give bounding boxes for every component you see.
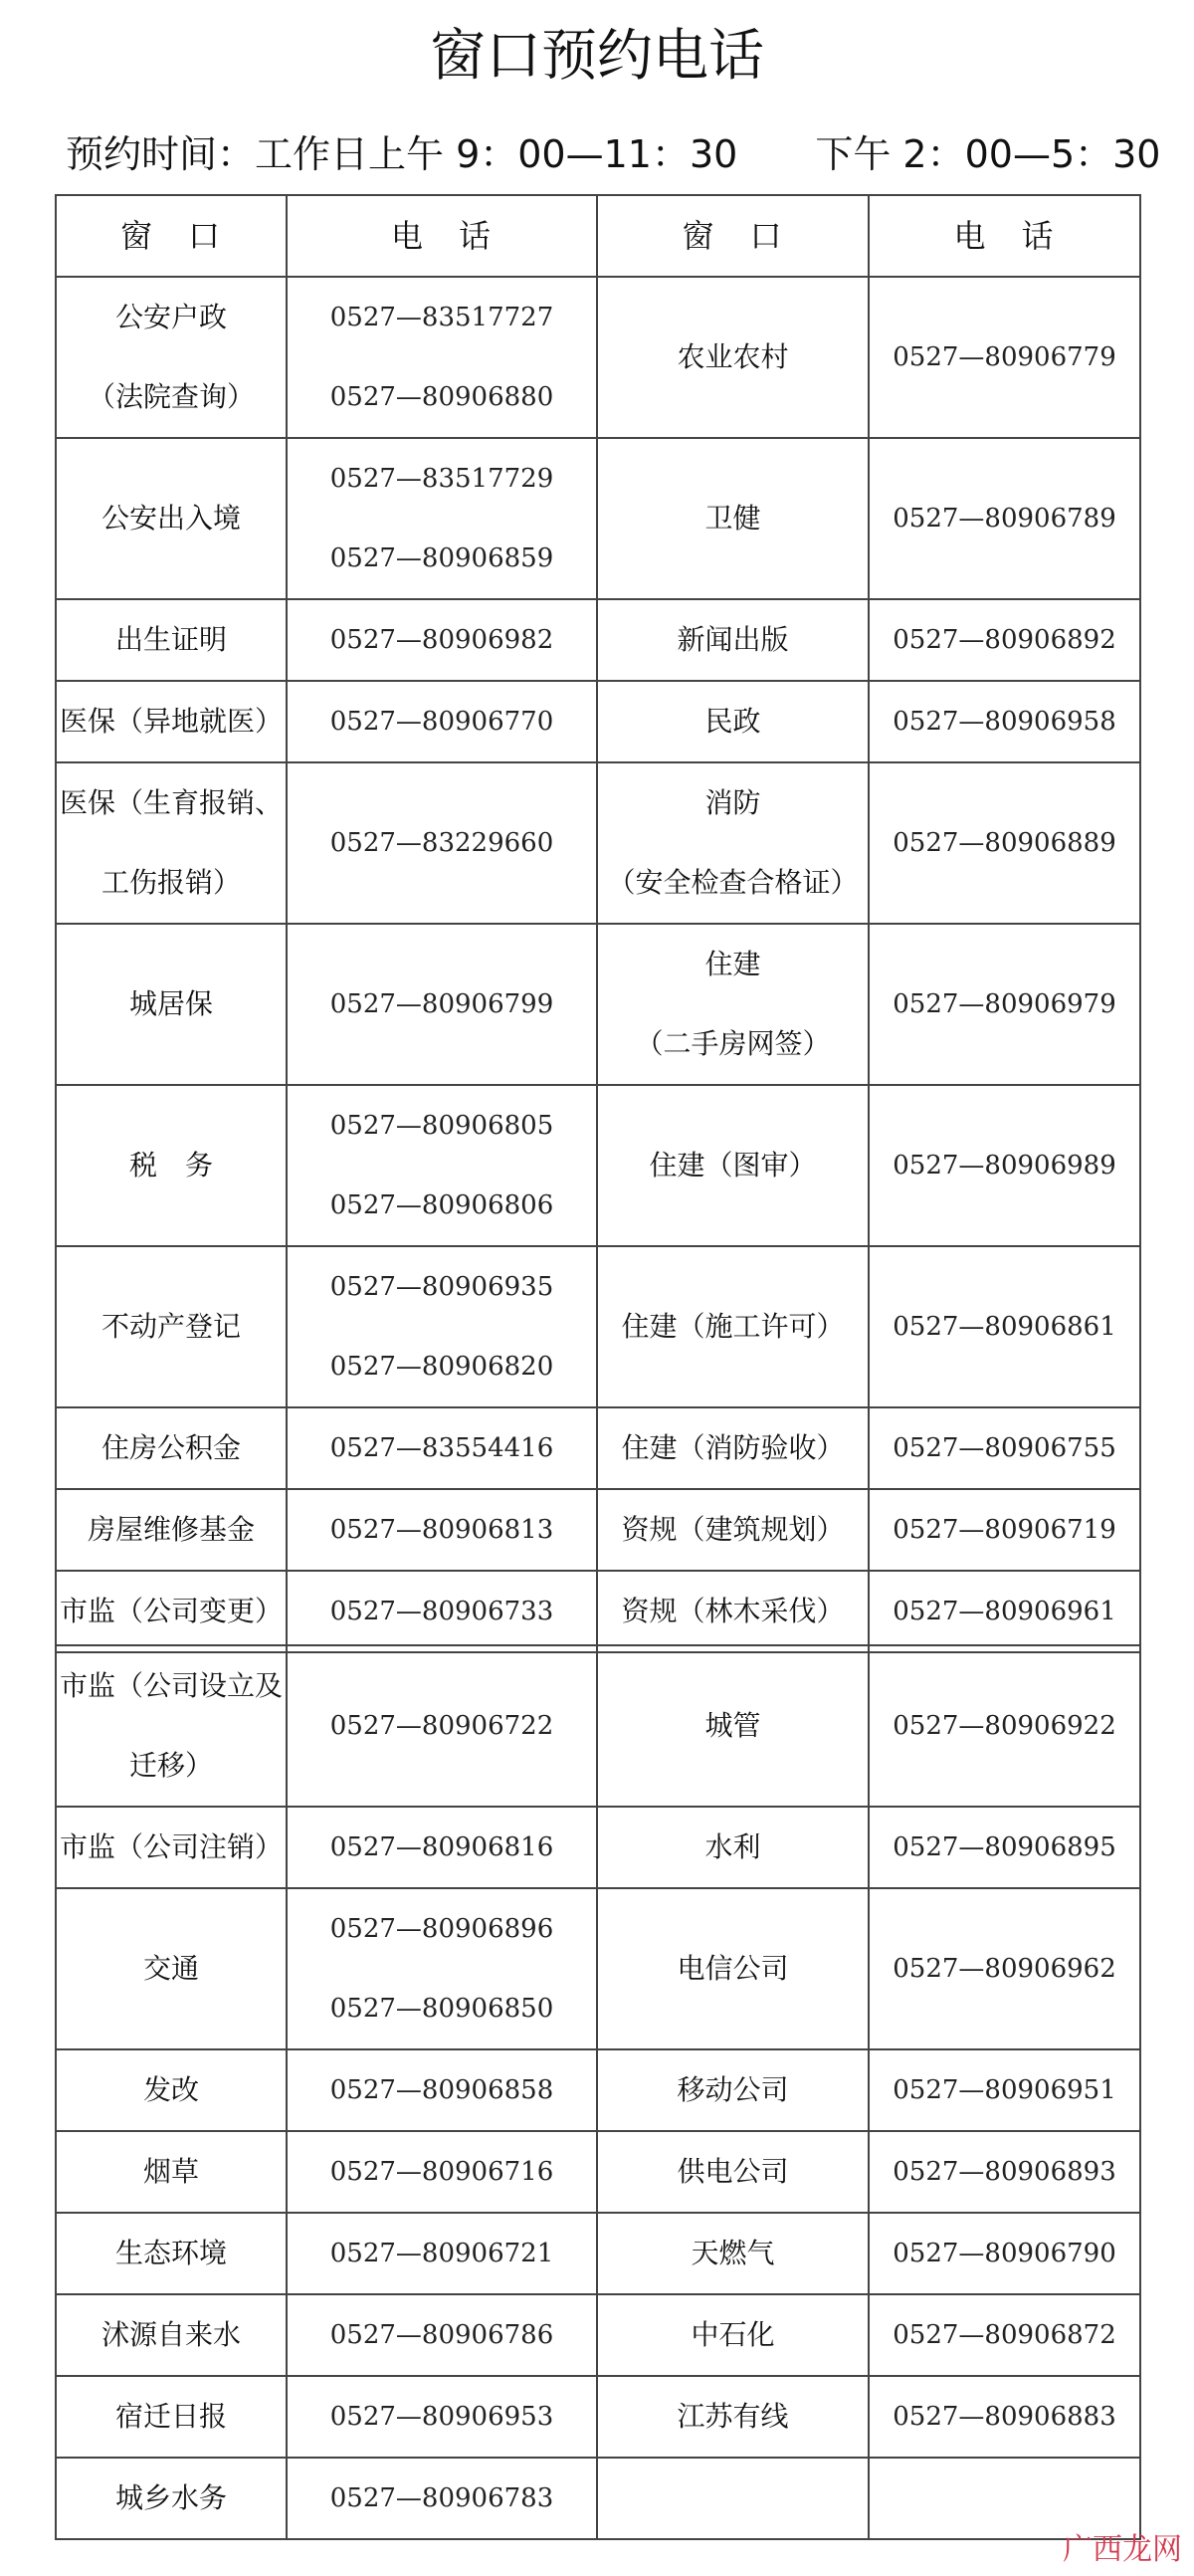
window-name: 公安户政 — [114, 301, 227, 333]
window-name-cell — [56, 1571, 287, 1652]
phone-number: 0527—80906721 — [329, 2239, 554, 2268]
window-name: 宿迁日报 — [114, 2400, 227, 2433]
window-name: 住建（施工许可） — [621, 1310, 845, 1343]
phone-cell — [287, 1571, 597, 1652]
window-name-cell — [56, 1246, 287, 1407]
window-name-cell — [56, 924, 287, 1085]
phone-cell — [869, 924, 1140, 1085]
window-name-cell — [56, 1489, 287, 1571]
window-name-cell — [597, 762, 869, 924]
window-name: 市监（公司注销） — [59, 1830, 283, 1863]
window-name-cell — [597, 681, 869, 762]
header-window-right: 窗 口 — [597, 195, 869, 277]
phone-cell — [287, 1807, 597, 1888]
appointment-hours — [66, 126, 1160, 182]
window-name: 迁移） — [128, 1749, 213, 1782]
phone-cell — [287, 1407, 597, 1489]
phone-table-1 — [55, 194, 1141, 1653]
window-name-cell — [597, 1645, 869, 1807]
window-name: 天燃气 — [691, 2237, 775, 2269]
window-name: 资规（建筑规划） — [621, 1513, 845, 1546]
phone-number: 0527—80906716 — [329, 2157, 554, 2187]
window-name-cell — [597, 1085, 869, 1246]
window-name-cell — [56, 1888, 287, 2049]
window-name: 江苏有线 — [677, 2400, 789, 2433]
window-name-cell — [56, 2131, 287, 2213]
phone-cell — [869, 599, 1140, 681]
phone-cell — [869, 762, 1140, 924]
window-name-cell — [56, 599, 287, 681]
window-name-cell — [56, 2213, 287, 2294]
window-name-cell — [597, 277, 869, 438]
phone-cell — [287, 1085, 597, 1246]
phone-number: 0527—80906895 — [893, 1832, 1116, 1862]
phone-cell — [869, 2213, 1140, 2294]
phone-cell — [287, 1888, 597, 2049]
phone-cell — [287, 1645, 597, 1807]
window-name-cell — [56, 438, 287, 599]
phone-number: 0527—80906805 — [329, 1111, 554, 1141]
window-name-cell — [597, 438, 869, 599]
phone-number: 0527—80906790 — [893, 2239, 1116, 2268]
window-name: 工伤报销） — [100, 866, 241, 899]
window-name: 公安出入境 — [100, 502, 241, 535]
window-name-cell — [597, 2049, 869, 2131]
phone-number: 0527—80906962 — [893, 1954, 1116, 1984]
window-name: （二手房网签） — [635, 1027, 831, 1060]
phone-number: 0527—80906719 — [893, 1515, 1116, 1545]
phone-cell — [869, 681, 1140, 762]
phone-number: 0527—80906982 — [329, 625, 554, 655]
phone-number: 0527—80906889 — [893, 828, 1116, 858]
header-phone-left: 电 话 — [287, 195, 597, 277]
window-name-cell — [597, 2376, 869, 2458]
window-name-cell — [56, 2049, 287, 2131]
phone-cell — [869, 1407, 1140, 1489]
window-name: （安全检查合格证） — [607, 866, 859, 899]
window-name-cell — [597, 1807, 869, 1888]
phone-cell — [869, 2458, 1140, 2539]
table-row — [56, 1085, 1140, 1246]
window-name-cell — [597, 1489, 869, 1571]
window-name: 市监（公司变更） — [59, 1595, 283, 1627]
phone-number: 0527—80906806 — [329, 1190, 554, 1220]
phone-cell — [869, 438, 1140, 599]
window-name: 水利 — [704, 1830, 761, 1863]
hours-afternoon: 下午 2：00—5：30 — [815, 132, 1161, 176]
window-name: 医保（生育报销、 — [59, 786, 283, 819]
table-row — [56, 1888, 1140, 2049]
table-row — [56, 2376, 1140, 2458]
window-name-cell — [56, 681, 287, 762]
phone-cell — [869, 1489, 1140, 1571]
phone-number: 0527—80906872 — [893, 2320, 1116, 2350]
table-row — [56, 2131, 1140, 2213]
phone-number: 0527—80906892 — [893, 625, 1116, 655]
phone-cell — [287, 2131, 597, 2213]
table-row — [56, 599, 1140, 681]
window-name-cell — [56, 1807, 287, 1888]
phone-cell — [287, 277, 597, 438]
table-row — [56, 2294, 1140, 2376]
table-row — [56, 681, 1140, 762]
watermark-logo: 广西龙网 — [1063, 2532, 1182, 2567]
window-name: 电信公司 — [677, 1952, 789, 1985]
phone-number: 0527—80906858 — [329, 2075, 554, 2105]
window-name-cell — [597, 2294, 869, 2376]
window-name: 新闻出版 — [677, 623, 789, 656]
phone-number: 0527—80906880 — [329, 382, 554, 412]
window-name: 城管 — [704, 1709, 761, 1742]
phone-cell — [869, 1645, 1140, 1807]
window-name: 卫健 — [704, 502, 761, 535]
phone-number: 0527—80906783 — [329, 2483, 554, 2513]
phone-cell — [869, 2049, 1140, 2131]
table-row — [56, 924, 1140, 1085]
phone-number: 0527—80906786 — [329, 2320, 554, 2350]
table-row — [56, 2213, 1140, 2294]
phone-number: 0527—80906779 — [893, 342, 1116, 372]
table-row — [56, 1407, 1140, 1489]
window-name-cell — [597, 2131, 869, 2213]
phone-number: 0527—80906789 — [893, 504, 1116, 534]
phone-number: 0527—80906951 — [893, 2075, 1116, 2105]
window-name: 移动公司 — [677, 2073, 789, 2106]
window-name: 住建（图审） — [649, 1149, 817, 1181]
window-name-cell — [597, 2458, 869, 2539]
window-name-cell — [56, 2294, 287, 2376]
phone-number: 0527—80906816 — [329, 1832, 554, 1862]
phone-cell — [287, 438, 597, 599]
window-name-cell — [597, 924, 869, 1085]
phone-table-2 — [55, 1644, 1141, 2540]
window-name-cell — [56, 1407, 287, 1489]
window-name: 供电公司 — [677, 2155, 789, 2188]
phone-number: 0527—80906799 — [329, 989, 554, 1019]
window-name-cell — [56, 762, 287, 924]
window-name-cell — [597, 1571, 869, 1652]
phone-number: 0527—80906893 — [893, 2157, 1116, 2187]
phone-cell — [869, 1571, 1140, 1652]
window-name: 不动产登记 — [100, 1310, 241, 1343]
window-name: 发改 — [142, 2073, 199, 2106]
page-title: 窗口预约电话 — [430, 24, 764, 89]
phone-cell — [287, 1246, 597, 1407]
window-name: 税 务 — [128, 1149, 213, 1181]
table-header-row — [56, 195, 1140, 277]
phone-number: 0527—80906896 — [329, 1914, 554, 1944]
window-name: 中石化 — [691, 2318, 775, 2351]
window-name: 市监（公司设立及 — [59, 1669, 283, 1702]
phone-cell — [287, 2458, 597, 2539]
window-name-cell — [597, 2213, 869, 2294]
phone-number: 0527—80906979 — [893, 989, 1116, 1019]
phone-cell — [287, 2294, 597, 2376]
table-row — [56, 1645, 1140, 1807]
window-name: 生态环境 — [114, 2237, 227, 2269]
window-name-cell — [597, 1407, 869, 1489]
phone-cell — [287, 2376, 597, 2458]
window-name-cell — [56, 1645, 287, 1807]
phone-cell — [869, 1888, 1140, 2049]
table-row — [56, 2049, 1140, 2131]
phone-cell — [287, 924, 597, 1085]
window-name: 资规（林木采伐） — [621, 1595, 845, 1627]
phone-number: 0527—80906935 — [329, 1272, 554, 1302]
phone-number: 0527—83554416 — [329, 1433, 554, 1463]
window-name-cell — [56, 2376, 287, 2458]
phone-number: 0527—80906922 — [893, 1711, 1116, 1741]
window-name: 民政 — [704, 705, 761, 738]
phone-number: 0527—80906733 — [329, 1597, 554, 1626]
phone-number: 0527—80906989 — [893, 1151, 1116, 1181]
table-row — [56, 762, 1140, 924]
phone-cell — [869, 1246, 1140, 1407]
phone-cell — [287, 1489, 597, 1571]
phone-number: 0527—80906861 — [893, 1312, 1116, 1342]
phone-number: 0527—83517729 — [329, 464, 554, 494]
phone-number: 0527—80906850 — [329, 1994, 554, 2024]
window-name: 城乡水务 — [114, 2481, 227, 2514]
window-name: 房屋维修基金 — [87, 1513, 255, 1546]
phone-cell — [287, 762, 597, 924]
window-name-cell — [597, 599, 869, 681]
window-name: 沭源自来水 — [100, 2318, 241, 2351]
window-name: 住房公积金 — [100, 1431, 241, 1464]
window-name: 交通 — [142, 1952, 199, 1985]
phone-number: 0527—80906961 — [893, 1597, 1116, 1626]
phone-number: 0527—80906820 — [329, 1352, 554, 1382]
phone-number: 0527—80906722 — [329, 1711, 554, 1741]
phone-cell — [287, 2213, 597, 2294]
phone-number: 0527—80906770 — [329, 707, 554, 737]
phone-cell — [869, 1085, 1140, 1246]
window-name-cell — [56, 1085, 287, 1246]
window-name: 住建 — [704, 948, 761, 980]
phone-cell — [869, 1807, 1140, 1888]
table-row — [56, 277, 1140, 438]
header-window-left: 窗 口 — [56, 195, 287, 277]
phone-cell — [869, 277, 1140, 438]
phone-number: 0527—83229660 — [329, 828, 554, 858]
phone-cell — [869, 2376, 1140, 2458]
table-row — [56, 2458, 1140, 2539]
phone-cell — [287, 681, 597, 762]
window-name-cell — [597, 1888, 869, 2049]
window-name: （法院查询） — [87, 380, 255, 413]
window-name: 城居保 — [128, 987, 213, 1020]
phone-cell — [287, 599, 597, 681]
phone-number: 0527—80906813 — [329, 1515, 554, 1545]
hours-morning: 预约时间：工作日上午 9：00—11：30 — [66, 132, 738, 176]
window-name: 农业农村 — [677, 340, 789, 373]
phone-number: 0527—80906883 — [893, 2402, 1116, 2432]
window-name: 住建（消防验收） — [621, 1431, 845, 1464]
phone-number: 0527—80906755 — [893, 1433, 1116, 1463]
window-name-cell — [597, 1246, 869, 1407]
phone-number: 0527—83517727 — [329, 303, 554, 332]
table-row — [56, 1571, 1140, 1652]
window-name-cell — [56, 277, 287, 438]
phone-number: 0527—80906953 — [329, 2402, 554, 2432]
window-name: 出生证明 — [114, 623, 227, 656]
phone-cell — [869, 2294, 1140, 2376]
phone-cell — [869, 2131, 1140, 2213]
table-row — [56, 1489, 1140, 1571]
phone-number: 0527—80906859 — [329, 543, 554, 573]
table-row — [56, 1246, 1140, 1407]
window-name: 医保（异地就医） — [59, 705, 283, 738]
window-name-cell — [56, 2458, 287, 2539]
table-row — [56, 438, 1140, 599]
window-name: 烟草 — [142, 2155, 199, 2188]
phone-number: 0527—80906958 — [893, 707, 1116, 737]
table-row — [56, 1807, 1140, 1888]
phone-cell — [287, 2049, 597, 2131]
header-phone-right: 电 话 — [869, 195, 1140, 277]
window-name: 消防 — [704, 786, 761, 819]
